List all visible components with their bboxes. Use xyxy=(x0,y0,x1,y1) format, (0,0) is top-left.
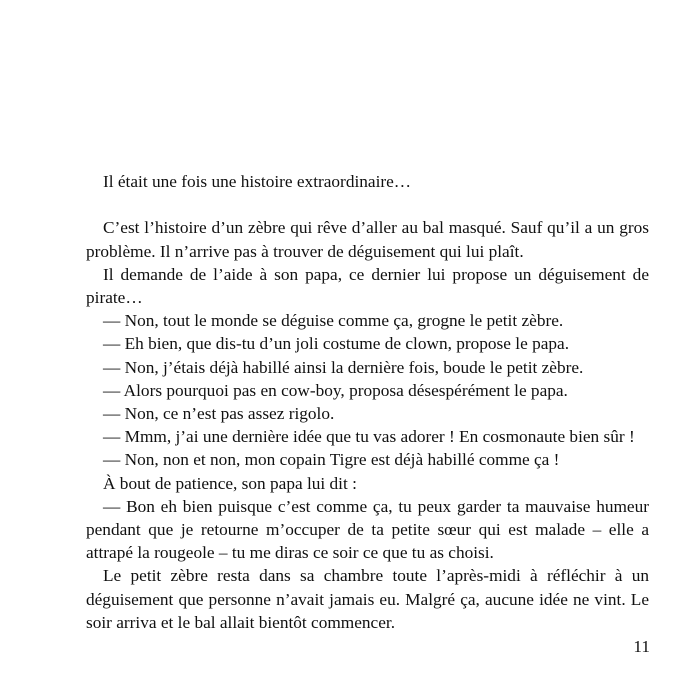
dialogue-line: — Alors pourquoi pas en cow-boy, proposa désespérément le papa. xyxy=(103,380,568,400)
dialogue-line: — Non, tout le monde se déguise comme ça, grogne le petit zèbre. xyxy=(103,311,564,331)
paragraph: Le petit zèbre resta dans sa chambre toute l’après-midi à réfléchir à un déguisement que personne n’avait jamais eu. Malgré ça, aucune idée ne vint. Le soir arriva et le bal allait bientôt commencer. xyxy=(86,566,649,632)
dialogue-line: — Mmm, j’ai une dernière idée que tu vas adorer ! En cosmonaute bien sûr ! xyxy=(103,427,635,447)
paragraph: Il demande de l’aide à son papa, ce dernier lui propose un déguisement de pirate… xyxy=(86,264,649,307)
dialogue-line: — Bon eh bien puisque c’est comme ça, tu peux garder ta mauvaise humeur pendant que je retourne m’occuper de ta petite sœur qui est malade – elle a attrapé la rougeole – tu me diras ce soir ce que tu as choisi. xyxy=(86,496,649,563)
dialogue-line: — Eh bien, que dis-tu d’un joli costume de clown, propose le papa. xyxy=(103,334,570,354)
dialogue-line: — Non, non et non, mon copain Tigre est déjà habillé comme ça ! xyxy=(103,450,560,470)
dialogue-line: — Non, j’étais déjà habillé ainsi la dernière fois, boude le petit zèbre. xyxy=(103,357,584,377)
page-number: 11 xyxy=(633,637,650,656)
story-text xyxy=(86,170,649,634)
paragraph: C’est l’histoire d’un zèbre qui rêve d’aller au bal masqué. Sauf qu’il a un gros problème. Il n’arrive pas à trouver de déguisement qui lui plaît. xyxy=(86,218,649,261)
paragraph: À bout de patience, son papa lui dit : xyxy=(103,473,357,493)
opening-line: Il était une fois une histoire extraordinaire… xyxy=(103,172,412,191)
dialogue-line: — Non, ce n’est pas assez rigolo. xyxy=(103,404,335,424)
